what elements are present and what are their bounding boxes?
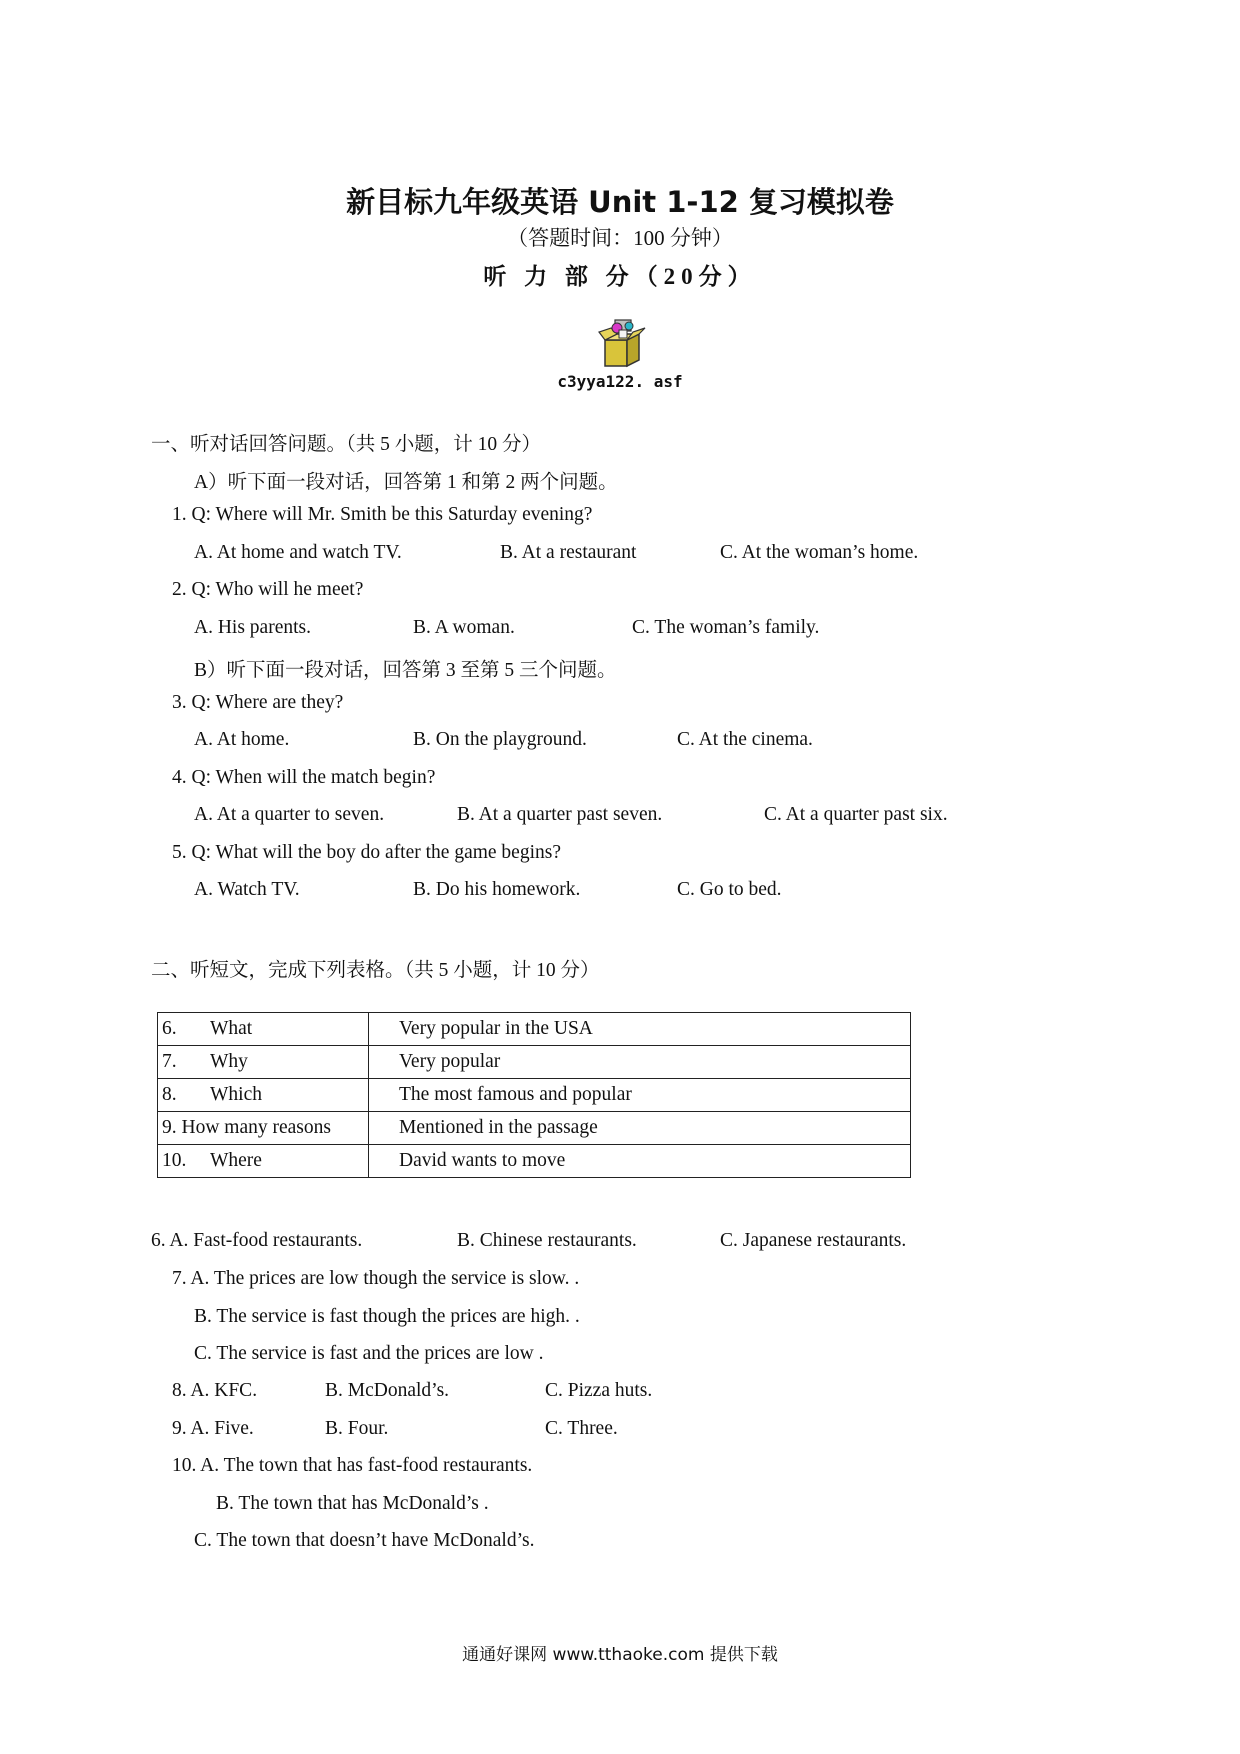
footer-credit: 通通好课网 www.tthaoke.com 提供下载 (462, 1645, 778, 1665)
row-number: 6. (162, 1018, 177, 1039)
table-cell-description: The most famous and popular (369, 1079, 911, 1112)
question-5: 5. Q: What will the boy do after the game begins? (172, 842, 561, 863)
row-question-word: How many reasons (181, 1117, 331, 1138)
table-cell-description: Very popular in the USA (369, 1013, 911, 1046)
q8-option-a: 8. A. KFC. (172, 1380, 258, 1401)
q7-option-b: B. The service is fast though the prices are high. . (194, 1306, 580, 1327)
q5-option-c: C. Go to bed. (677, 879, 782, 900)
section-heading: 听 力 部 分（20分） (483, 264, 757, 289)
q10-option-a: 10. A. The town that has fast-food restaurants. (172, 1455, 533, 1476)
dialogue-b-instruction: B）听下面一段对话，回答第 3 至第 5 三个问题。 (194, 660, 617, 681)
q10-option-c: C. The town that doesn’t have McDonald’s. (194, 1530, 535, 1551)
table-cell-description: Mentioned in the passage (369, 1112, 911, 1145)
q8-option-c: C. Pizza huts. (545, 1380, 653, 1401)
q8-option-b: B. McDonald’s. (325, 1380, 450, 1401)
part1-heading: 一、听对话回答问题。（共 5 小题，计 10 分） (151, 434, 542, 455)
row-question-word: Why (210, 1051, 248, 1072)
q3-option-b: B. On the playground. (413, 729, 587, 750)
table-cell-question (158, 1112, 369, 1145)
row-number: 7. (162, 1051, 177, 1072)
part2-heading: 二、听短文，完成下列表格。（共 5 小题，计 10 分） (151, 960, 600, 981)
row-number: 9. (162, 1117, 177, 1138)
table-cell-question (158, 1079, 369, 1112)
question-3: 3. Q: Where are they? (172, 692, 344, 713)
page-title: 新目标九年级英语 Unit 1-12 复习模拟卷 (346, 185, 894, 219)
q9-option-c: C. Three. (545, 1418, 618, 1439)
q5-option-b: B. Do his homework. (413, 879, 581, 900)
row-question-word: What (210, 1018, 253, 1039)
table-cell-question (158, 1046, 369, 1079)
table-cell-description: Very popular (369, 1046, 911, 1079)
listening-answer-table (157, 1012, 911, 1178)
row-question-word: Which (210, 1084, 262, 1105)
q4-option-c: C. At a quarter past six. (764, 804, 948, 825)
q2-option-c: C. The woman’s family. (632, 617, 820, 638)
question-1: 1. Q: Where will Mr. Smith be this Saturday evening? (172, 504, 593, 525)
page-subtitle: （答题时间：100 分钟） (507, 226, 733, 250)
table-row (158, 1079, 911, 1112)
q10-option-b: B. The town that has McDonald’s . (216, 1493, 489, 1514)
table-cell-question (158, 1145, 369, 1178)
attachment-file-name[interactable]: c3yya122. asf (557, 372, 683, 391)
question-2: 2. Q: Who will he meet? (172, 579, 364, 600)
q4-option-b: B. At a quarter past seven. (457, 804, 663, 825)
q1-option-c: C. At the woman’s home. (720, 542, 919, 563)
q9-option-a: 9. A. Five. (172, 1418, 254, 1439)
q6-option-c: C. Japanese restaurants. (720, 1230, 907, 1251)
row-number: 8. (162, 1084, 177, 1105)
table-cell-question (158, 1013, 369, 1046)
q2-option-b: B. A woman. (413, 617, 515, 638)
table-cell-description: David wants to move (369, 1145, 911, 1178)
table-row (158, 1046, 911, 1079)
table-row (158, 1013, 911, 1046)
row-number: 10. (162, 1150, 187, 1171)
q6-option-a: 6. A. Fast-food restaurants. (151, 1230, 363, 1251)
dialogue-a-instruction: A）听下面一段对话，回答第 1 和第 2 两个问题。 (194, 472, 618, 493)
q5-option-a: A. Watch TV. (194, 879, 300, 900)
q9-option-b: B. Four. (325, 1418, 389, 1439)
q3-option-a: A. At home. (194, 729, 290, 750)
table-row (158, 1112, 911, 1145)
q2-option-a: A. His parents. (194, 617, 311, 638)
q1-option-b: B. At a restaurant (500, 542, 637, 563)
table-row (158, 1145, 911, 1178)
q3-option-c: C. At the cinema. (677, 729, 813, 750)
q7-option-a: 7. A. The prices are low though the service is slow. . (172, 1268, 580, 1289)
question-4: 4. Q: When will the match begin? (172, 767, 436, 788)
installer-box-icon[interactable] (597, 318, 647, 368)
q6-option-b: B. Chinese restaurants. (457, 1230, 637, 1251)
q1-option-a: A. At home and watch TV. (194, 542, 402, 563)
q4-option-a: A. At a quarter to seven. (194, 804, 385, 825)
row-question-word: Where (210, 1150, 262, 1171)
q7-option-c: C. The service is fast and the prices are low . (194, 1343, 544, 1364)
